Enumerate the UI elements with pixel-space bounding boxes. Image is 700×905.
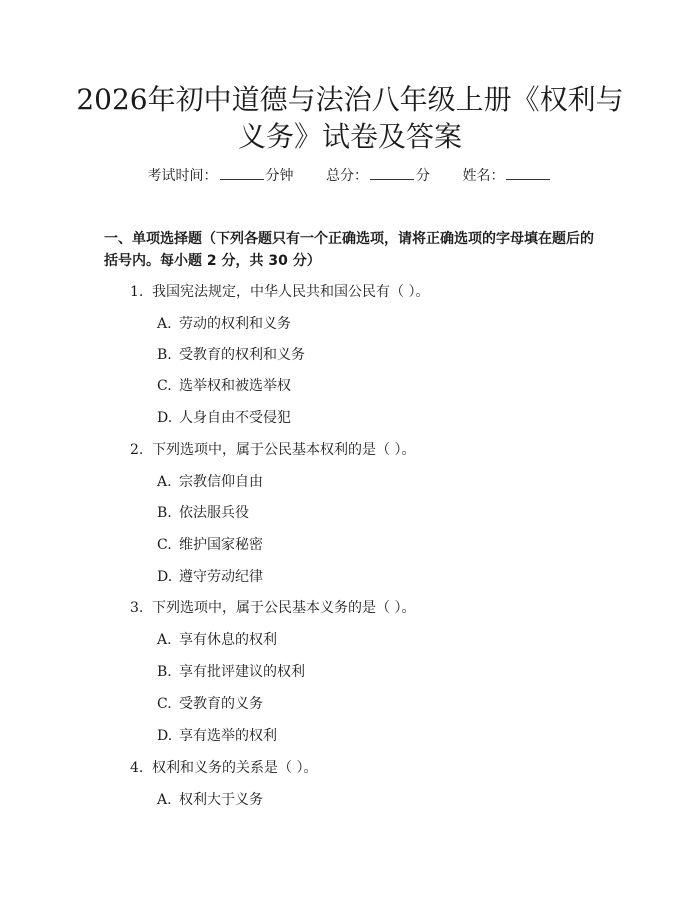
option-letter: A. xyxy=(157,474,172,490)
exam-time-blank xyxy=(220,166,264,180)
option-text: 维护国家秘密 xyxy=(179,537,263,553)
q3-option-c xyxy=(157,694,263,714)
option-text: 遵守劳动纪律 xyxy=(179,569,263,585)
option-text: 享有休息的权利 xyxy=(179,632,277,648)
option-letter: A. xyxy=(157,632,172,648)
total-score-blank xyxy=(370,166,414,180)
question-number: 4. xyxy=(130,760,144,776)
q1-option-c xyxy=(157,376,291,396)
option-text: 劳动的权利和义务 xyxy=(179,316,291,332)
q2-option-c xyxy=(157,535,263,555)
question-number: 1. xyxy=(130,284,144,300)
option-letter: B. xyxy=(157,664,172,680)
student-name-label: 姓名： xyxy=(462,168,505,184)
exam-title-line2: 义务》试卷及答案 xyxy=(237,120,462,153)
q1-option-d xyxy=(157,408,291,428)
option-text: 享有选举的权利 xyxy=(179,728,277,744)
q1-option-b xyxy=(157,345,305,365)
question-3 xyxy=(130,598,415,618)
total-score-field xyxy=(326,168,434,184)
option-text: 依法服兵役 xyxy=(179,505,249,521)
student-name-field xyxy=(462,168,552,184)
option-text: 宗教信仰自由 xyxy=(179,474,263,490)
question-text: 权利和义务的关系是（ ）。 xyxy=(152,760,318,776)
total-score-unit: 分 xyxy=(416,168,430,184)
option-text: 权利大于义务 xyxy=(179,792,263,808)
q3-option-d xyxy=(157,726,277,746)
option-letter: D. xyxy=(157,410,173,426)
q3-option-b xyxy=(157,662,305,682)
q2-option-d xyxy=(157,567,263,587)
option-letter: D. xyxy=(157,569,173,585)
question-1 xyxy=(130,282,429,302)
q1-option-a xyxy=(157,314,291,334)
question-text: 下列选项中，属于公民基本义务的是（ ）。 xyxy=(152,600,416,616)
question-4 xyxy=(130,758,317,778)
option-text: 受教育的义务 xyxy=(179,696,263,712)
option-letter: C. xyxy=(157,696,172,712)
question-text: 我国宪法规定，中华人民共和国公民有（ ）。 xyxy=(152,284,430,300)
section-heading-line2: 括号内。每小题 2 分，共 30 分） xyxy=(104,253,321,269)
section-heading-line1: 一、单项选择题（下列各题只有一个正确选项，请将正确选项的字母填在题后的 xyxy=(104,231,594,247)
option-text: 享有批评建议的权利 xyxy=(179,664,305,680)
student-name-blank xyxy=(506,166,550,180)
option-letter: A. xyxy=(157,792,172,808)
total-score-label: 总分： xyxy=(326,168,368,184)
exam-title-line1: 2026年初中道德与法治八年级上册《权利与 xyxy=(76,83,624,116)
question-text: 下列选项中，属于公民基本权利的是（ ）。 xyxy=(152,442,416,458)
option-letter: D. xyxy=(157,728,173,744)
q2-option-b xyxy=(157,503,249,523)
option-letter: B. xyxy=(157,347,172,363)
exam-meta-row xyxy=(0,166,700,186)
question-number: 2. xyxy=(130,442,144,458)
question-number: 3. xyxy=(130,600,144,616)
exam-time-label: 考试时间： xyxy=(147,168,218,184)
option-text: 受教育的权利和义务 xyxy=(179,347,305,363)
q4-option-a xyxy=(157,790,263,810)
option-text: 人身自由不受侵犯 xyxy=(179,410,291,426)
q2-option-a xyxy=(157,472,263,492)
exam-time-field xyxy=(148,168,298,184)
option-text: 选举权和被选举权 xyxy=(179,378,291,394)
option-letter: A. xyxy=(157,316,172,332)
question-2 xyxy=(130,440,415,460)
q3-option-a xyxy=(157,630,277,650)
option-letter: B. xyxy=(157,505,172,521)
exam-time-unit: 分钟 xyxy=(265,168,294,184)
option-letter: C. xyxy=(157,378,172,394)
option-letter: C. xyxy=(157,537,172,553)
